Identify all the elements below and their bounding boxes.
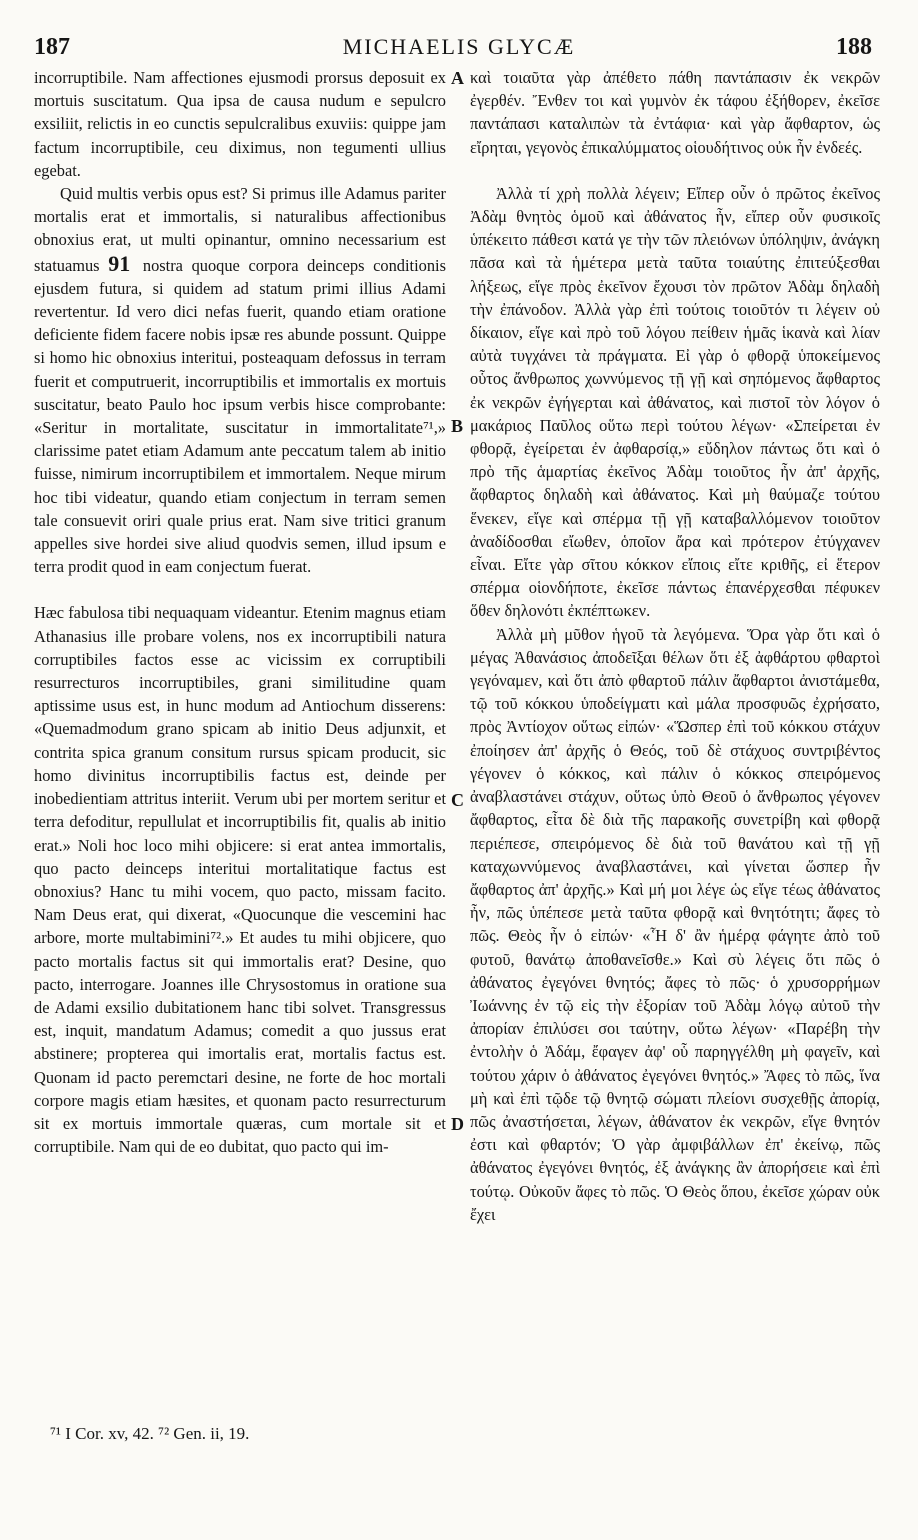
- latin-paragraph-2-text: Quid multis verbis opus est? Si primus ille Adamus pariter mortalis erat et immortalis, si naturalibus affectionibus obnoxius erat, ut multi opinantur, omnino necessarium est statuamus: [34, 184, 446, 275]
- latin-paragraph-2-continued: nostra quoque corpora deinceps conditionis ejusdem futura, si quidem ad statum primi illius Adami revertentur. Id vero dici nefas fuerit, quando etiam oratione deficiente fidem facere nobis ipsæ res abunde possunt. Quippe si homo hic obnoxius interitui, posteaquam defossus in terram fuerit et computruerit, incorruptibilis et immortalis ex mortuis suscitatur, beato Paulo hoc ipsum verbis hisce comprobante: «Seritur in mortalitate, suscitatur in immortalitate⁷¹,» clarissime patet etiam Adamum ante peccatum talem ab initio fuisse, nimirum incorruptibilem et immortalem. Neque mirum hoc tibi videatur, quando etiam conjectum in terram semen tale consuevit oriri quale prius erat. Nam sive tritici granum appelles sive hordei sive aliud quodvis semen, illud ipsum e terra prodit quod in eam conjectum fuerat.: [34, 255, 446, 577]
- latin-paragraph-1: incorruptibile. Nam affectiones ejusmodi prorsus deposuit ex mortuis suscitatum. Qua ipsa de causa nudum e sepulcro exsiliit, relictis in eo cunctis sepulcralibus exuviis: quippe jam factum incorruptibile, ceu diximus, non tegumenti ullius egebat.: [34, 68, 446, 180]
- page-number-left: 187: [34, 34, 70, 60]
- latin-column: [34, 66, 446, 1158]
- margin-letter-c: C: [451, 790, 464, 810]
- greek-paragraph-1: καὶ τοιαῦτα γὰρ ἀπέθετο πάθη παντάπασιν ἐκ νεκρῶν ἐγερθέν. Ἔνθεν τοι καὶ γυμνὸν ἐκ τάφου ἐξήθορεν, ἐκεῖσε παντάπασι καταλιπὼν τὰ ἐντάφια· καὶ γὰρ ἄφθαρτον, ὡς εἴρηται, γεγονὸς ἐπικαλύμματος οἱουδήτινος οὐκ ἦν ἐνδεές.: [470, 68, 880, 157]
- greek-paragraph-2: Ἀλλὰ τί χρὴ πολλὰ λέγειν; Εἴπερ οὖν ὁ πρῶτος ἐκεῖνος Ἀδὰμ θνητὸς ὁμοῦ καὶ ἀθάνατος ἦν, εἴπερ οὖν φυσικοῖς ὑπέκειτο πάθεσι κατά γε τὴν τῶν πλειόνων ὑπόληψιν, ἀνάγκη πᾶσα καὶ τὰ ἡμέτερα μετὰ ταῦτα τοιαύτης ἐπιτεύξεσθαι λήξεως, εἴγε πρὸς ἐκεῖνον ἔχουσι τὸν πρῶτον Ἀδὰμ δηλαδὴ τὴν ἐπάνοδον. Ἀλλὰ γὰρ ἐπὶ τούτοις τοιοῦτόν τι λέγειν οὐ δίκαιον, εἴγε καὶ πρὸ τοῦ λόγου πείθειν ἡμᾶς ἱκανὰ καὶ λίαν αὐτὰ τυγχάνει τὰ πράγματα. Εἰ γὰρ ὁ φθορᾷ ὑποκείμενος οὗτος ἄνθρωπος χωννύμενος τῇ γῇ καὶ σηπόμενος ἄφθαρτος ἐκ νεκρῶν ἐγήγερται καὶ ἀθάνατος, καὶ πιστοῖ τὸν λόγον ὁ μακάριος Παῦλος οὕτω περὶ τούτου λέγων· «Σπείρεται ἐν φθορᾷ, ἐγείρεται ἐν ἀφθαρσίᾳ,» εὔδηλον πάντως ὅτι καὶ ὁ πρὸ τῆς ἁμαρτίας ἐκεῖνος Ἀδὰμ τοιοῦτος ἦν ἀπ' ἀρχῆς, ἄφθαρτος δηλαδὴ καὶ ἀθάνατος. Καὶ μὴ θαύμαζε τούτου ἕνεκεν, εἴγε καὶ σπέρμα τῇ γῇ καταβαλλόμενον τοιοῦτον ἀναδίδοσθαι εἴωθεν, ὁποῖον ἄρα καὶ πρότερον ἐτύγχανεν εἶναι. Εἴτε γὰρ σῖτου κόκκον εἴποις εἴτε κριθῆς, εἰ ἕτερον σπέρμα οἱονδήποτε, ἐκεῖσε πάντως ἐπανέρχεσθαι πέφυκεν ὅθεν δηλονότι ἐκπέπτωκεν.: [470, 183, 880, 621]
- greek-column: [470, 66, 880, 1226]
- running-title: MICHAELIS GLYCÆ: [342, 34, 576, 59]
- page-number-right: 188: [836, 34, 872, 60]
- footnotes: ⁷¹ I Cor. xv, 42. ⁷² Gen. ii, 19.: [50, 1424, 250, 1443]
- margin-letter-b: B: [451, 416, 464, 436]
- section-gap: [34, 578, 446, 601]
- column-number: 91: [108, 250, 131, 276]
- margin-letter-d: D: [451, 1114, 464, 1134]
- page-header: [0, 14, 918, 60]
- latin-paragraph-3: Hæc fabulosa tibi nequaquam videantur. Etenim magnus etiam Athanasius ille probare volens, nos ex incorruptibili natura corruptibiles factos esse ac vicissim ex corruptibili resurrecturos incorruptibiles, grani similitudine quam aptissime usus est, in hunc modum ad Antiochum disserens: «Quemadmodum grano spicam ab initio Deus adjunxit, et contrita spica granum consitum rursus spicam producit, sic homo divinitus incorruptibilis factus est, deinde per inobedientiam attritus interiit. Verum ubi per mortem seritur et terra defoditur, repullulat et incorruptibilis fit, qualis ab initio erat.» Noli hoc loco mihi objicere: si erat antea immortalis, quo pacto deinceps interitui mortalitatique factus est obnoxius? Hanc tu mihi vocem, quo pacto, missam facito. Nam Deus erat, qui dixerat, «Quocunque die vescemini hac arbore, morte multabimini⁷².» Et audes tu mihi objicere, quo pacto mortalis factus sit qui immortalis erat? Desine, quo pacto, interrogare. Joannes ille Chrysostomus in oratione sua de Adami exsilio dubitationem hanc tibi solvet. Transgressus est, inquit, mandatum Adamus; comedit a quo jussus erat abstinere; propterea qui imortalis erat, mortalis factus est. Quonam id pacto peremctari desine, ne forte de hoc mortali corpore magis etiam hæsites, et quonam pacto resurrecturum sit ex mortuis immortale quæras, cum mortale sit et corruptibile. Nam qui de eo dubitat, quo pacto qui im-: [34, 603, 446, 1157]
- latin-paragraph-2: [34, 182, 446, 578]
- section-gap: [470, 159, 880, 182]
- margin-letter-a: A: [451, 68, 464, 88]
- greek-paragraph-3: Ἀλλὰ μὴ μῦθον ἡγοῦ τὰ λεγόμενα. Ὅρα γὰρ ὅτι καὶ ὁ μέγας Ἀθανάσιος ἀποδεῖξαι θέλων ὅτι ἐξ ἀφθάρτου φθαρτοὶ γεγόναμεν, καὶ ὅτι ἀπὸ φθαρτοῦ πάλιν ἄφθαρτοι ἀνιστάμεθα, τῷ τοῦ κόκκου ὑποδείγματι καὶ μάλα προσφυῶς ἐχρήσατο, πρὸς Ἀντίοχον οὕτως εἰπών· «Ὥσπερ ἐπὶ τοῦ κόκκου στάχυν ἐποίησεν ἀπ' ἀρχῆς ὁ Θεός, τοῦ δὲ στάχυος συντριβέντος γέγονεν ὁ κόκκος, καὶ πάλιν ὁ κόκκος σπειρόμενος ἀναβλαστάνει στάχυν, οὕτως ὑπὸ Θεοῦ ὁ ἄνθρωπος γέγονεν ἄφθαρτος, εἶτα δὲ διὰ τῆς παρακοῆς συνετρίβη καὶ φθορᾷ περιέπεσε, σπειρόμενος δὲ διὰ τοῦ θανάτου καὶ τῇ γῇ καταχωννύμενος ἀναβλαστάνει, καὶ γίνεται ὥσπερ ἦν ἄφθαρτος ἀπ' ἀρχῆς.» Καὶ μή μοι λέγε ὡς εἴγε τέως ἀθάνατος ἦν, πῶς ὑπέπεσε μετὰ ταῦτα φθορᾷ καὶ θνητότητι; ἄφες τὸ πῶς. Θεὸς ἦν ὁ εἰπών· «Ἧ δ' ἂν ἡμέρᾳ φάγητε ἀπὸ τοῦ φυτοῦ, θανάτῳ ἀποθανεῖσθε.» Καὶ σὺ λέγεις ὅτι πῶς ὁ ἀθάνατος ἐγεγόνει θνητός; ἄφες τὸ πῶς· ὁ χρυσορρήμων Ἰωάννης ἐν τῷ εἰς τὴν ἐξορίαν τοῦ Ἀδὰμ λόγῳ αὐτοῦ τὴν ἀπορίαν ἐπιλύσει σοι ταύτην, οὕτω λέγων· «Παρέβη τὴν ἐντολὴν ὁ Ἀδάμ, ἔφαγεν ἀφ' οὗ παρηγγέλθη μὴ φαγεῖν, καὶ τούτου χάριν ὁ ἀθάνατος ἐγεγόνει θνητός.» Ἄφες τὸ πῶς, ἵνα μὴ καὶ ἐπὶ τῷδε τῷ θνητῷ σώματι πλείονι συσχεθῇς ἀπορίᾳ, πῶς ἀναστήσεται, λέγων, ἀθάνατον ἐκ νεκρῶν, εἴγε θνητόν ἐστι καὶ φθαρτόν; Ὁ γὰρ ἀμφιβάλλων ἐπ' ἐκείνῳ, πῶς ἀθάνατος ἐγεγόνει θνητός, ἐξ ἀνάγκης ἂν ἀπορήσειε καὶ ἐπὶ τούτῳ. Οὐκοῦν ἄφες τὸ πῶς. Ὁ Θεὸς ὅπου, ἐκεῖσε χώραν οὐκ ἔχει: [470, 624, 880, 1224]
